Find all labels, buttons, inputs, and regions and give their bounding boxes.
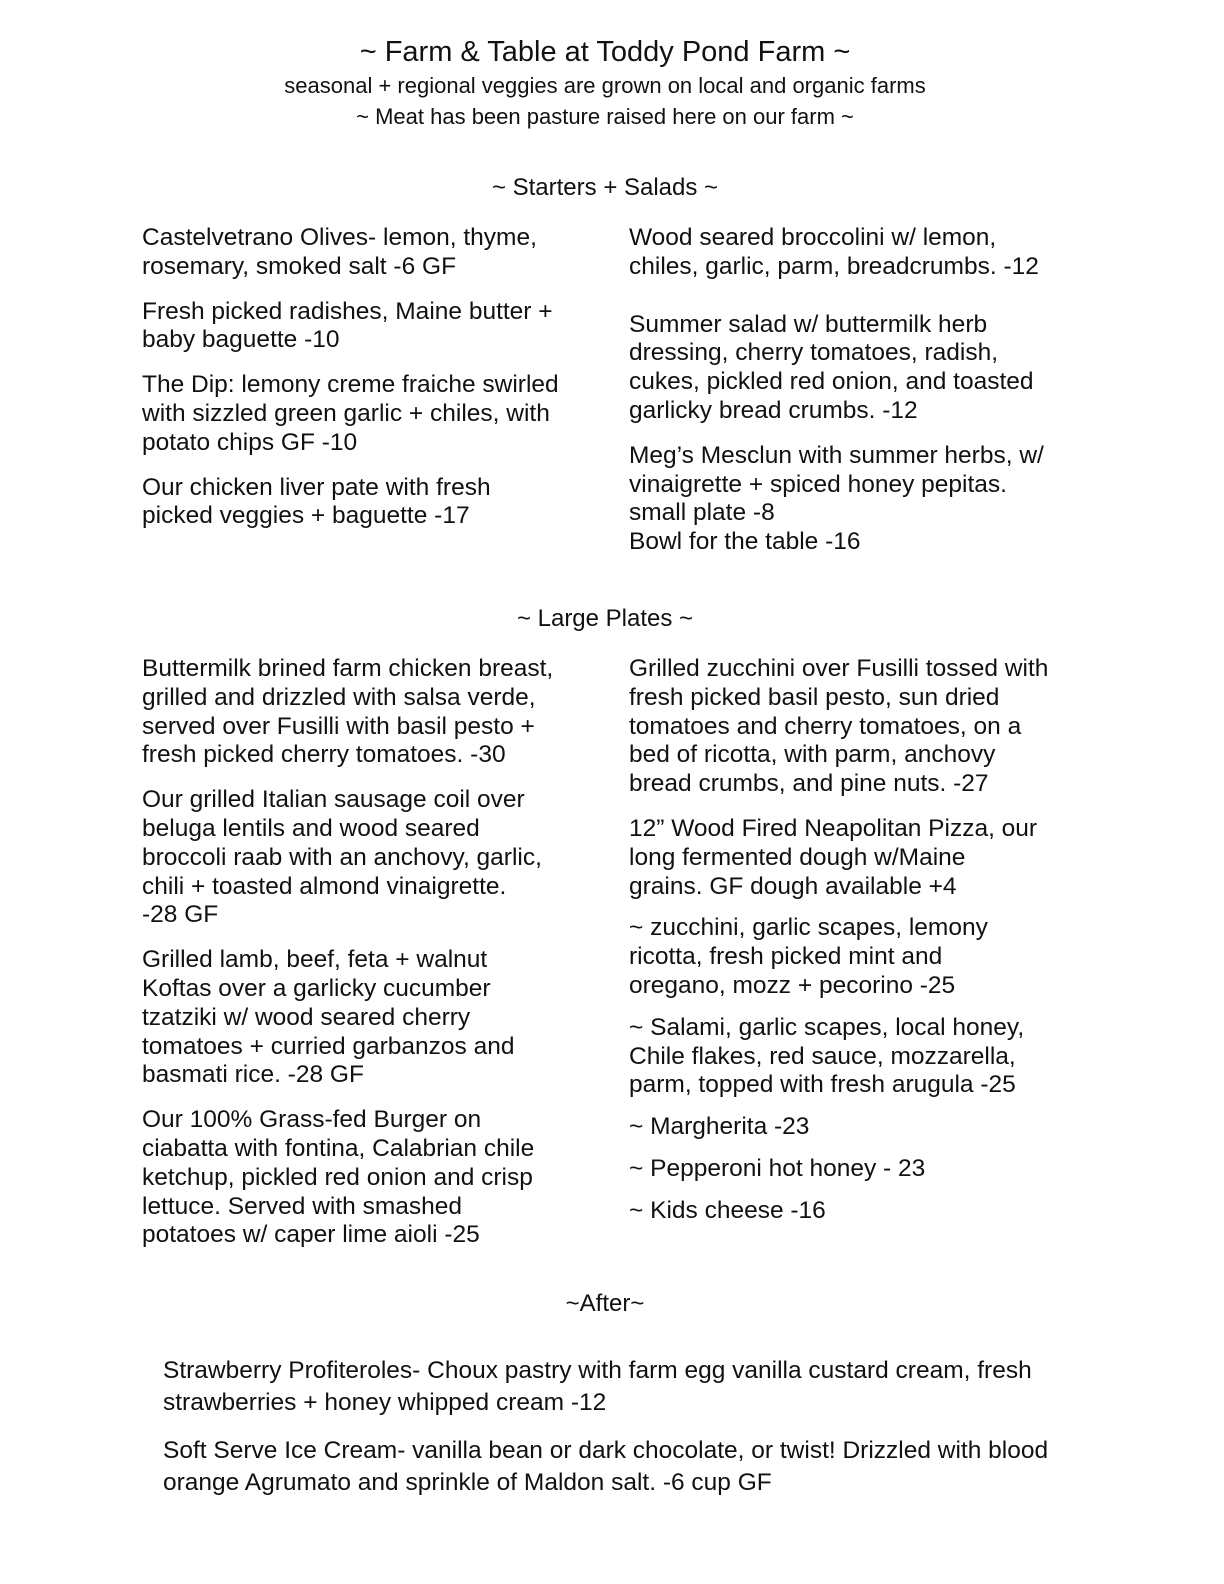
- menu-item-pate: Our chicken liver pate with fresh picked veggies + baguette -17: [142, 473, 491, 530]
- menu-item-pizza: 12” Wood Fired Neapolitan Pizza, our long fermented dough w/Maine grains. GF dough available +4: [629, 814, 1038, 900]
- starters-right-column: [629, 224, 1089, 573]
- starters-section-title: ~ Starters + Salads ~: [491, 174, 719, 201]
- starters-left-column: [142, 224, 602, 547]
- menu-item-radishes: Fresh picked radishes, Maine butter + baby baguette -10: [142, 297, 553, 354]
- after-section-title: ~After~: [565, 1290, 645, 1317]
- menu-item-koftas: Grilled lamb, beef, feta + walnut Koftas over a garlicky cucumber tzatziki w/ wood seared cherry tomatoes + curried garbanzos and basmati rice. -28 GF: [142, 946, 515, 1089]
- menu-item-sausage-coil: Our grilled Italian sausage coil over beluga lentils and wood seared broccoli raab with an anchovy, garlic, chili + toasted almond vinaigrette. -28 GF: [142, 786, 542, 929]
- menu-item-pizza-zucchini: ~ zucchini, garlic scapes, lemony ricotta, fresh picked mint and oregano, mozz + pecorino -25: [629, 914, 988, 999]
- menu-item-soft-serve: Soft Serve Ice Cream- vanilla bean or dark chocolate, or twist! Drizzled with blood orange Agrumato and sprinkle of Maldon salt. -6 cup GF: [163, 1437, 1049, 1496]
- menu-item-broccolini: Wood seared broccolini w/ lemon, chiles, garlic, parm, breadcrumbs. -12: [629, 224, 1039, 280]
- menu-item-summer-salad: Summer salad w/ buttermilk herb dressing, cherry tomatoes, radish, cukes, pickled red onion, and toasted garlicky bread crumbs. -12: [629, 310, 1034, 424]
- menu-item-profiteroles: Strawberry Profiteroles- Choux pastry with farm egg vanilla custard cream, fresh strawberries + honey whipped cream -12: [163, 1357, 1032, 1416]
- menu-header: [0, 34, 1210, 132]
- menu-item-zucchini-fusilli: Grilled zucchini over Fusilli tossed with fresh picked basil pesto, sun dried tomatoes and cherry tomatoes, on a bed of ricotta, with parm, anchovy bread crumbs, and pine nuts. -27: [629, 655, 1049, 798]
- large-plates-section-title: ~ Large Plates ~: [516, 605, 694, 632]
- menu-subtitle-meat: ~ Meat has been pasture raised here on our farm ~: [356, 104, 854, 129]
- menu-title: ~ Farm & Table at Toddy Pond Farm ~: [359, 36, 851, 68]
- menu-item-chicken-breast: Buttermilk brined farm chicken breast, grilled and drizzled with salsa verde, served over Fusilli with basil pesto + fresh picked cherry tomatoes. -30: [142, 655, 554, 769]
- menu-item-pizza-kids: ~ Kids cheese -16: [629, 1196, 826, 1224]
- menu-item-olives: Castelvetrano Olives- lemon, thyme, rosemary, smoked salt -6 GF: [142, 224, 537, 280]
- after-items: [163, 1355, 1123, 1515]
- menu-item-pizza-margherita: ~ Margherita -23: [629, 1113, 810, 1141]
- menu-item-pizza-pepperoni: ~ Pepperoni hot honey - 23: [629, 1154, 926, 1182]
- menu-item-mesclun: Meg’s Mesclun with summer herbs, w/ vinaigrette + spiced honey pepitas. small plate -8 Bowl for the table -16: [629, 441, 1044, 556]
- menu-item-dip: The Dip: lemony creme fraiche swirled with sizzled green garlic + chiles, with potato chips GF -10: [142, 371, 559, 456]
- large-plates-right-column: [629, 655, 1099, 1242]
- large-plates-left-column: [142, 655, 602, 1266]
- menu-item-burger: Our 100% Grass-fed Burger on ciabatta with fontina, Calabrian chile ketchup, pickled red onion and crisp lettuce. Served with smashed potatoes w/ caper lime aioli -25: [142, 1106, 535, 1249]
- menu-item-pizza-salami: ~ Salami, garlic scapes, local honey, Chile flakes, red sauce, mozzarella, parm, topped with fresh arugula -25: [629, 1013, 1025, 1099]
- menu-subtitle-veggies: seasonal + regional veggies are grown on local and organic farms: [284, 73, 926, 98]
